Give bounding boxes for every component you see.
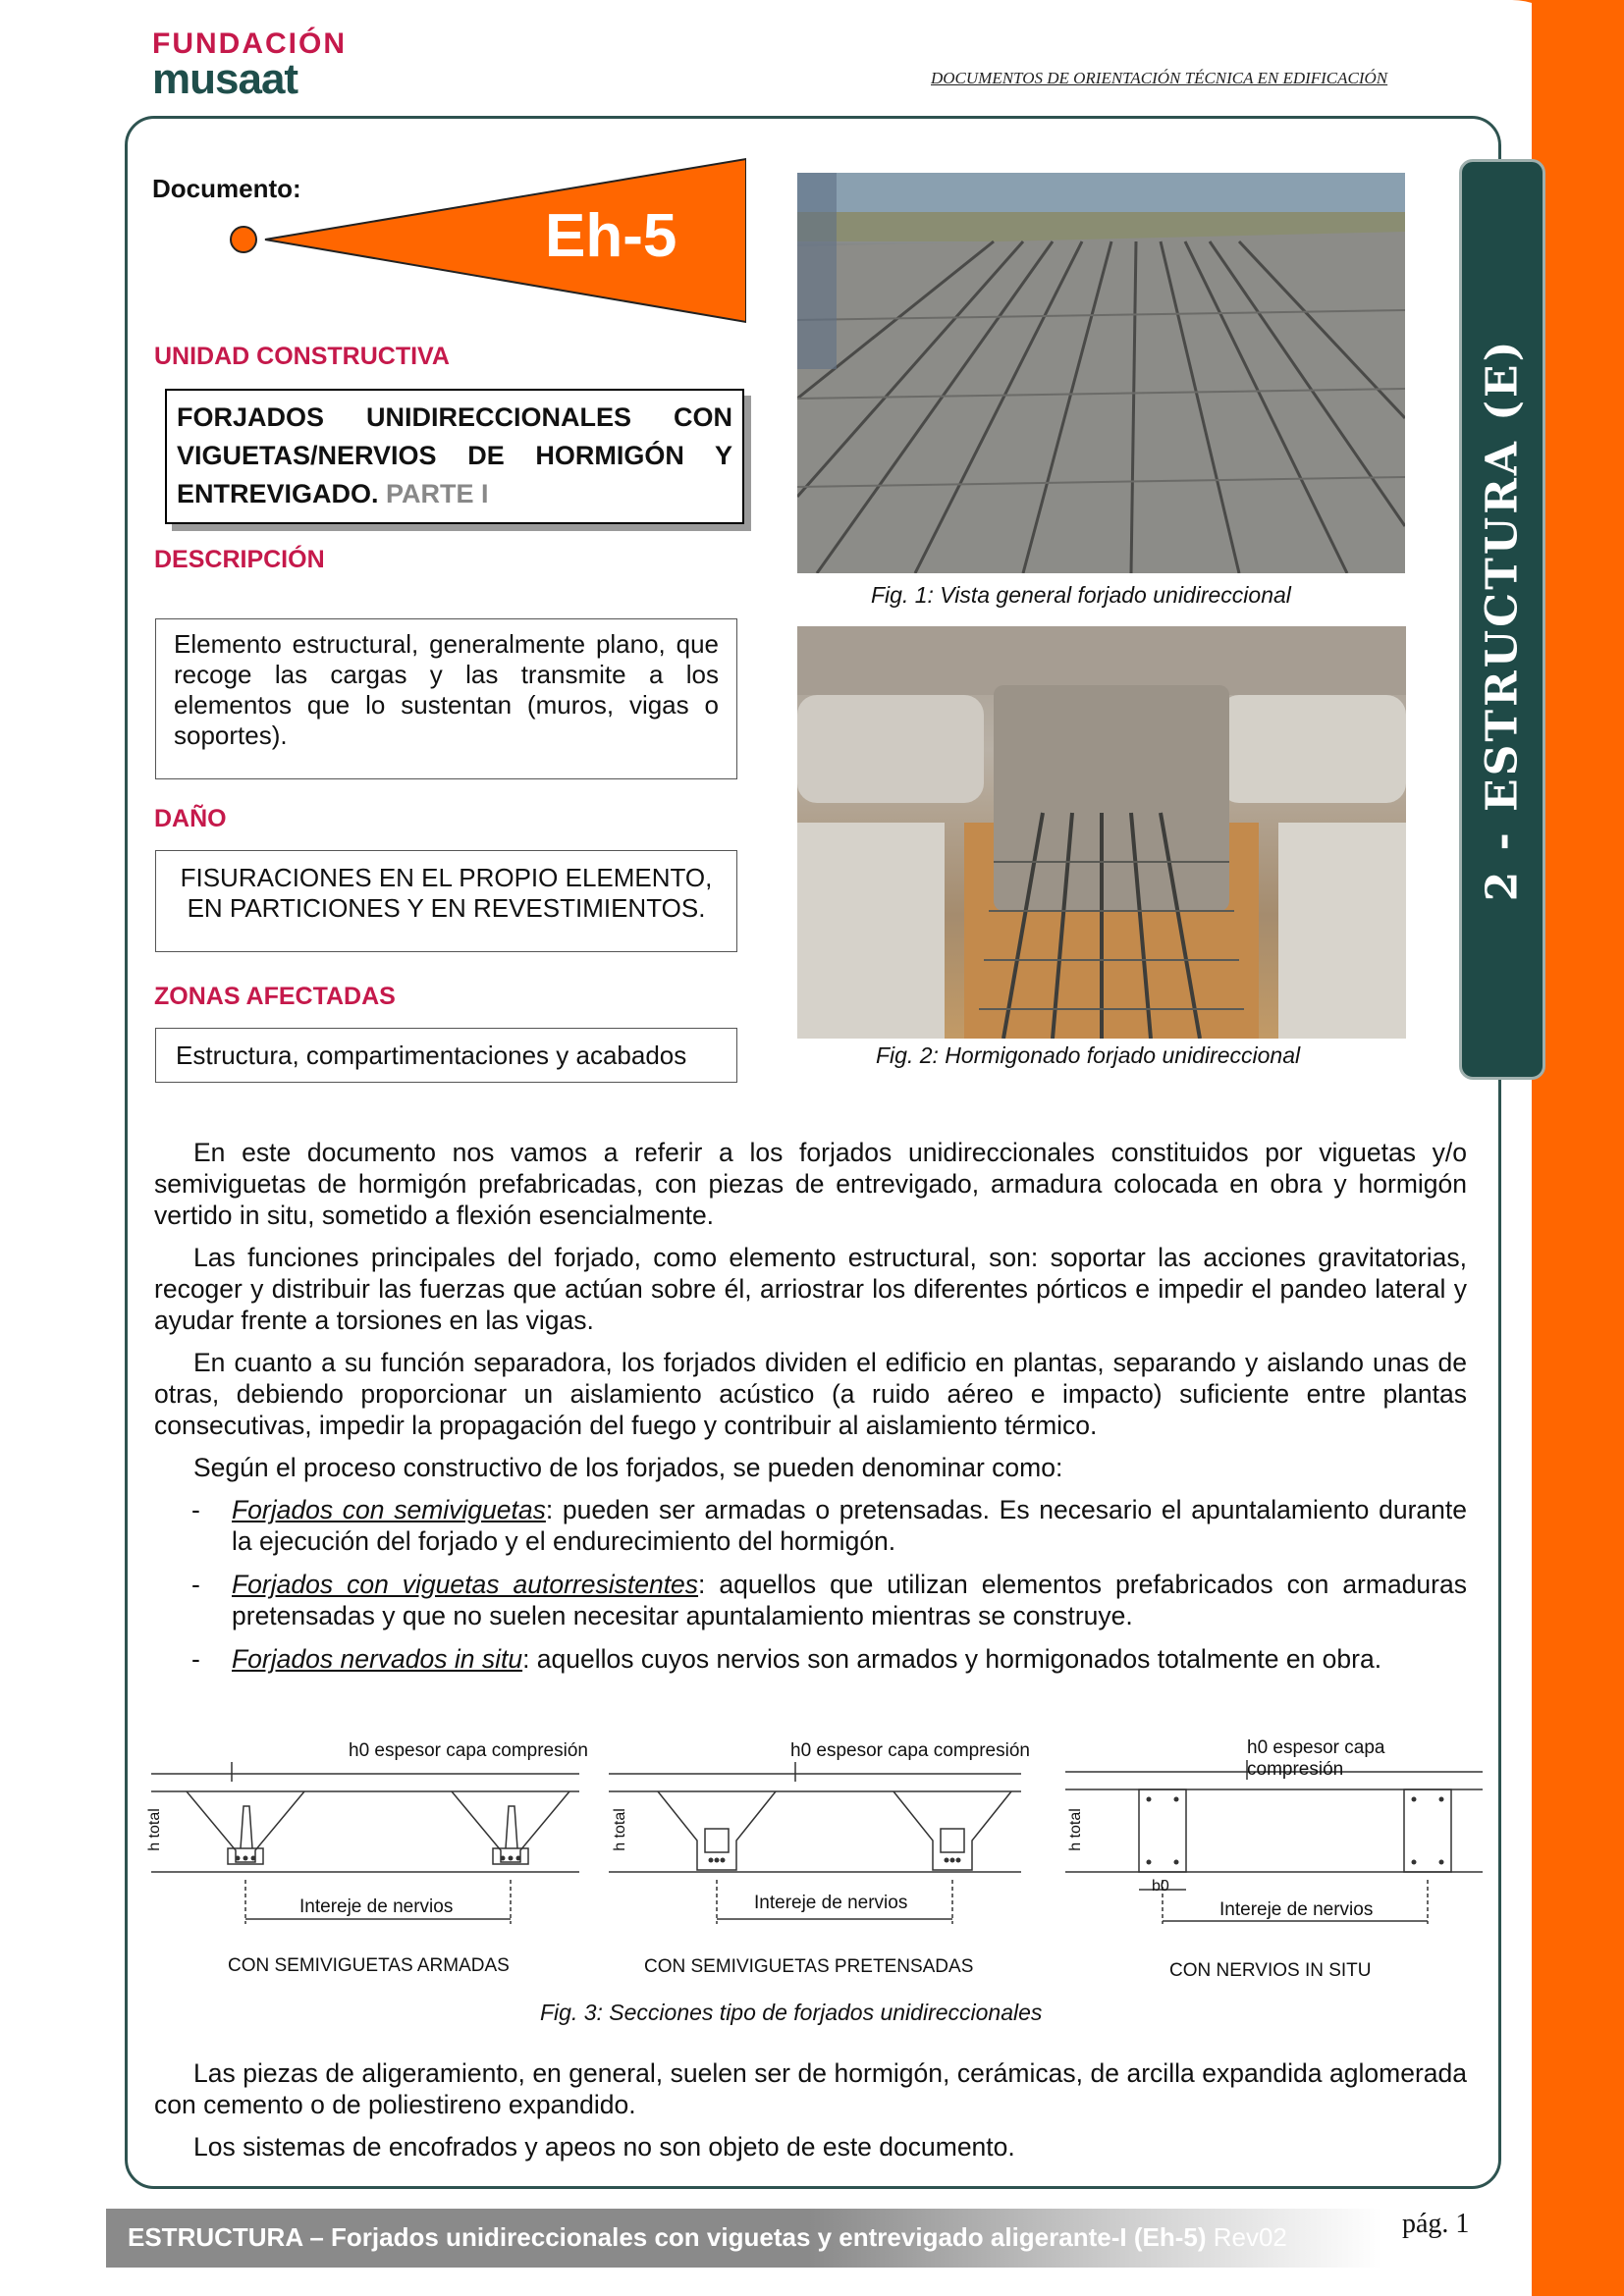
- photo-forjado-general: [797, 173, 1405, 573]
- fig1-caption: Fig. 1: Vista general forjado unidireccional: [871, 582, 1291, 608]
- footer-rev: Rev02: [1213, 2222, 1287, 2252]
- unit-name: FORJADOS UNIDIRECCIONALES CON VIGUETAS/NERVIOS DE HORMIGÓN Y ENTREVIGADO.: [177, 402, 732, 508]
- header-series: DOCUMENTOS DE ORIENTACIÓN TÉCNICA EN EDIFICACIÓN: [931, 69, 1388, 87]
- section3-top-label: h0 espesor capa compresión: [1247, 1737, 1385, 1780]
- body-paragraph: En este documento nos vamos a referir a los forjados unidireccionales constituidos por viguetas y/o semiviguetas de hormigón prefabricadas, con piezas de entrevigado, armadura colocada en obra y hormigón vertido in situ, sometido a flexión esencialmente.: [154, 1138, 1467, 1230]
- section1-span-label: Intereje de nervios: [299, 1896, 454, 1917]
- section3-span-label: Intereje de nervios: [1219, 1899, 1374, 1920]
- damage-box: FISURACIONES EN EL PROPIO ELEMENTO, EN PARTICIONES Y EN REVESTIMIENTOS.: [155, 850, 737, 952]
- page-number: pág. 1: [1402, 2209, 1470, 2239]
- list-dash: -: [191, 1495, 200, 1524]
- logo-bottom: musaat: [152, 55, 298, 103]
- side-tab: [1459, 159, 1545, 1080]
- footer-title: [128, 2222, 1287, 2253]
- body-paragraph: Según el proceso constructivo de los forjados, se pueden denominar como:: [193, 1453, 1063, 1482]
- description-box: Elemento estructural, generalmente plano, que recoge las cargas y las transmite a los elementos que lo sustentan (muros, vigas o soportes).: [155, 618, 737, 779]
- side-tab-label: 2 - ESTRUCTURA (E): [1477, 338, 1528, 901]
- unit-title: UNIDAD CONSTRUCTIVA: [154, 343, 450, 370]
- list-term: Forjados con semiviguetas: [232, 1495, 546, 1524]
- list-term: Forjados con viguetas autorresistentes: [232, 1570, 699, 1599]
- list-dash: -: [191, 1644, 200, 1674]
- zones-title: ZONAS AFECTADAS: [154, 983, 396, 1010]
- list-item: [154, 1494, 1467, 1557]
- logo-top: FUNDACIÓN: [152, 27, 347, 60]
- section1-title: CON SEMIVIGUETAS ARMADAS: [228, 1955, 510, 1976]
- body-paragraph: Las piezas de aligeramiento, en general, suelen ser de hormigón, cerámicas, de arcilla expandida aglomerada con cemento o de poliestireno expandido.: [154, 2058, 1467, 2119]
- logo: [152, 27, 347, 104]
- body-paragraph: En cuanto a su función separadora, los forjados dividen el edificio en plantas, separando y aislando unas de otras, debiendo proporcionar un aislamiento acústico (a ruido aéreo e impacto) suficiente entre plantas consecutivas, impedir la propagación del fuego y contribuir al aislamiento térmico.: [154, 1348, 1467, 1440]
- list-text: : pueden ser armadas o pretensadas. Es necesario el apuntalamiento durante la ejecución del forjado y el endurecimiento del hormigón.: [232, 1495, 1467, 1556]
- body-paragraph: Las funciones principales del forjado, como elemento estructural, son: soportar las acciones gravitatorias, recoger y distribuir las fuerzas que actúan sobre él, arriostrar los diferentes pórticos e impedir el pandeo lateral y ayudar frente a torsiones en las vigas.: [154, 1243, 1467, 1335]
- body-paragraph: Los sistemas de encofrados y apeos no son objeto de este documento.: [193, 2132, 1015, 2162]
- section1-height-label: h total: [145, 1808, 163, 1851]
- section3-height-label: h total: [1066, 1808, 1084, 1851]
- zones-box: Estructura, compartimentaciones y acabados: [155, 1028, 737, 1083]
- list-term: Forjados nervados in situ: [232, 1644, 523, 1674]
- photo-hormigonado: [797, 626, 1406, 1039]
- section2-height-label: h total: [611, 1808, 628, 1851]
- unit-part: PARTE I: [386, 479, 489, 508]
- list-text: : aquellos cuyos nervios son armados y hormigonados totalmente en obra.: [522, 1644, 1382, 1674]
- sections-diagram: [147, 1733, 1483, 1998]
- section2-top-label: h0 espesor capa compresión: [790, 1740, 1030, 1761]
- document-label: Documento:: [152, 174, 301, 203]
- footer-text: ESTRUCTURA – Forjados unidireccionales con viguetas y entrevigado aligerante-I (Eh-5): [128, 2222, 1207, 2252]
- list-item: [154, 1569, 1467, 1631]
- unit-box: [165, 389, 744, 524]
- section2-span-label: Intereje de nervios: [754, 1893, 908, 1913]
- description-title: DESCRIPCIÓN: [154, 546, 325, 573]
- list-item: [154, 1643, 1467, 1675]
- fig3-caption: Fig. 3: Secciones tipo de forjados unidireccionales: [540, 2000, 1043, 2025]
- document-code: Eh-5: [545, 202, 677, 270]
- section2-title: CON SEMIVIGUETAS PRETENSADAS: [644, 1956, 974, 1977]
- section3-b0-label: b0: [1152, 1878, 1169, 1895]
- fig2-caption: Fig. 2: Hormigonado forjado unidireccional: [876, 1042, 1301, 1068]
- section1-top-label: h0 espesor capa compresión: [349, 1740, 588, 1761]
- body-text: [154, 1137, 1467, 1686]
- list-dash: -: [191, 1570, 200, 1599]
- damage-title: DAÑO: [154, 805, 227, 832]
- body-text-bottom: [154, 2057, 1467, 2173]
- section3-title: CON NERVIOS IN SITU: [1169, 1960, 1372, 1981]
- list-text: : aquellos que utilizan elementos prefabricados con armaduras pretensadas y que no suelen necesitar apuntalamiento mientras se construye.: [232, 1570, 1467, 1630]
- orange-side-band: [1532, 0, 1624, 2296]
